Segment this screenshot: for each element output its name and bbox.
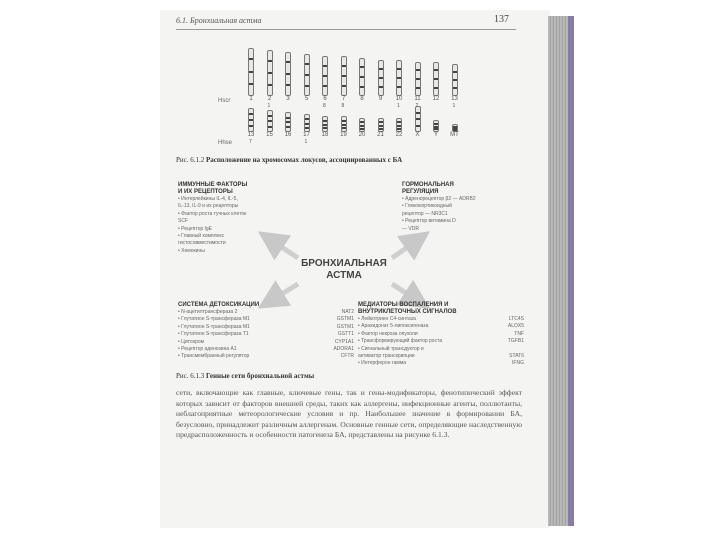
- box-item: • Глюкокортикоидный: [402, 203, 452, 210]
- chromosome-number: Y: [433, 132, 438, 138]
- locus-mark: 1: [267, 103, 271, 109]
- box-hormonal-regulation: [402, 182, 522, 233]
- chromosome-number: 6: [323, 96, 327, 102]
- box-row: • Интерферон гамма IFNG: [358, 360, 524, 367]
- box-row: • Лейкотриен C4-синтаза LTC4S: [358, 316, 524, 322]
- box-title: МЕДИАТОРЫ ВОСПАЛЕНИЯ И: [358, 302, 449, 308]
- chromosome-number: 1: [249, 96, 253, 102]
- box-row: • Глутатион S-трансфераза M1 GSTM1: [178, 323, 354, 330]
- locus-mark: 7: [249, 139, 252, 145]
- box-title: ГОРМОНАЛЬНАЯ: [402, 182, 454, 188]
- box-item: • Главный комплекс: [178, 233, 225, 240]
- chromosome-number: 17: [303, 132, 310, 138]
- caption-text: Генные сети бронхиальной астмы: [206, 372, 315, 380]
- locus-mark: 1: [397, 103, 400, 109]
- chromosome-number: 2: [267, 96, 272, 102]
- box-item: • Хемокины: [178, 247, 205, 254]
- box-row: • Трансмембранный регулятор CFTR: [178, 353, 354, 360]
- chromosome-number: 15: [266, 132, 273, 138]
- box-row: активатор транскрипции STAT6: [358, 353, 524, 360]
- arrow-top-right: [392, 234, 426, 258]
- box-item: IL-13, IL-9 и их рецепторы: [178, 203, 239, 210]
- row2-label: Hhse: [218, 140, 233, 146]
- chromosome-number: 20: [358, 132, 366, 138]
- chromosome-number: 10: [395, 96, 403, 102]
- center-label: [290, 258, 398, 282]
- box-immune-factors: [178, 182, 288, 255]
- box-item: • Рецептор витамина D: [402, 218, 456, 225]
- center-label-line1: БРОНХИАЛЬНАЯ: [301, 258, 387, 269]
- page-number: 137: [494, 14, 509, 25]
- center-label-line2: АСТМА: [326, 270, 362, 281]
- chromosome-number: 18: [321, 132, 329, 138]
- box-title: РЕГУЛЯЦИЯ: [402, 189, 439, 195]
- box-row: • Глутатион S-трансфераза M1 GSTM1: [178, 316, 354, 323]
- box-row: • N-ацетилтрансфераза 2 NAT2: [178, 309, 354, 315]
- box-item: • Фактор роста тучных клеток: [178, 210, 247, 217]
- box-title: ИММУННЫЕ ФАКТОРЫ: [178, 182, 248, 188]
- box-row: • Рецептор аденозина A1 ADORA1: [178, 346, 354, 353]
- box-row: • Трансформирующий фактор роста TGFB1: [358, 338, 524, 345]
- box-detoxification: [178, 302, 354, 361]
- box-title: ВНУТРИКЛЕТОЧНЫХ СИГНАЛОВ: [358, 309, 457, 315]
- caption-label: Рис. 6.1.2: [176, 156, 205, 164]
- chromosome-number: 13: [247, 132, 255, 138]
- box-row: • Фактор некроза опухоли TNF: [358, 330, 524, 337]
- box-item: рецептор — NR3C1: [402, 210, 448, 217]
- box-item: • Рецептор IgE: [178, 225, 213, 232]
- caption-label: Рис. 6.1.3: [176, 372, 205, 380]
- chromosome-number: 13: [451, 96, 458, 102]
- chromosome-number: 16: [284, 132, 292, 138]
- chromosome-number: X: [415, 132, 420, 138]
- box-item: • Адренорецептор β2 — ADRB2: [402, 196, 476, 202]
- box-row: • Сигнальный трансдуктор и: [358, 345, 424, 352]
- chromosome-number: 11: [414, 96, 421, 102]
- box-item: гистосовместимости: [178, 240, 226, 247]
- chromosome-number: 12: [432, 96, 440, 102]
- body-paragraph: сети, включающие как главные, ключевые гены, так и гены-модификаторы, фенотипический эффект которых зависит от факторов внешней среды, таких как аллергены, инфекционные агенты, поллютанты, неблагоприятные метеорологические условия и пр. Наибольшее значение в формировании БА, безусловно, принадлежит различным аллергенам. Основные генные сети, определяющие наследственную предрасположенность и особенности патогенеза БА, представлены на рисунке 6.1.3.: [176, 388, 522, 440]
- chromosome-number: 21: [377, 132, 384, 138]
- box-item: — VDR: [402, 225, 419, 232]
- box-row: • Цитохром CYP1A1: [178, 338, 354, 345]
- chromosome-number: 9: [378, 96, 383, 102]
- chromosome-number: 3: [286, 96, 290, 102]
- box-row: • Арахидонат 5-липоксигеназа ALOX5: [358, 323, 524, 330]
- running-head: 6.1. Бронхиальная астма: [176, 16, 262, 25]
- locus-mark: 1: [304, 139, 308, 145]
- locus-mark: 8: [323, 103, 326, 109]
- figure-caption-network: [176, 372, 314, 380]
- box-title: СИСТЕМА ДЕТОКСИКАЦИИ: [178, 302, 260, 308]
- chromosome-number: MT: [450, 132, 459, 138]
- chromosome-number: 19: [340, 132, 347, 138]
- chromosome-number: 8: [360, 96, 364, 102]
- box-item: SCF: [178, 218, 188, 225]
- box-title: И ИХ РЕЦЕПТОРЫ: [178, 189, 233, 195]
- locus-mark: 8: [341, 103, 345, 109]
- chromosome-number: 22: [395, 132, 403, 138]
- chromosome-number: 5: [304, 96, 309, 102]
- row1-label: Hscr: [218, 98, 231, 104]
- locus-mark: 1: [452, 103, 456, 109]
- chromosome-number: 7: [341, 96, 346, 102]
- box-row: • Глутатион S-трансфераза T1 GSTT1: [178, 331, 354, 338]
- box-item: • Интерлейкины IL-4, IL-5,: [178, 196, 238, 202]
- box-inflammation-mediators: [358, 302, 524, 368]
- caption-text: Расположение на хромосомах локусов, ассоциированных с БА: [206, 156, 403, 164]
